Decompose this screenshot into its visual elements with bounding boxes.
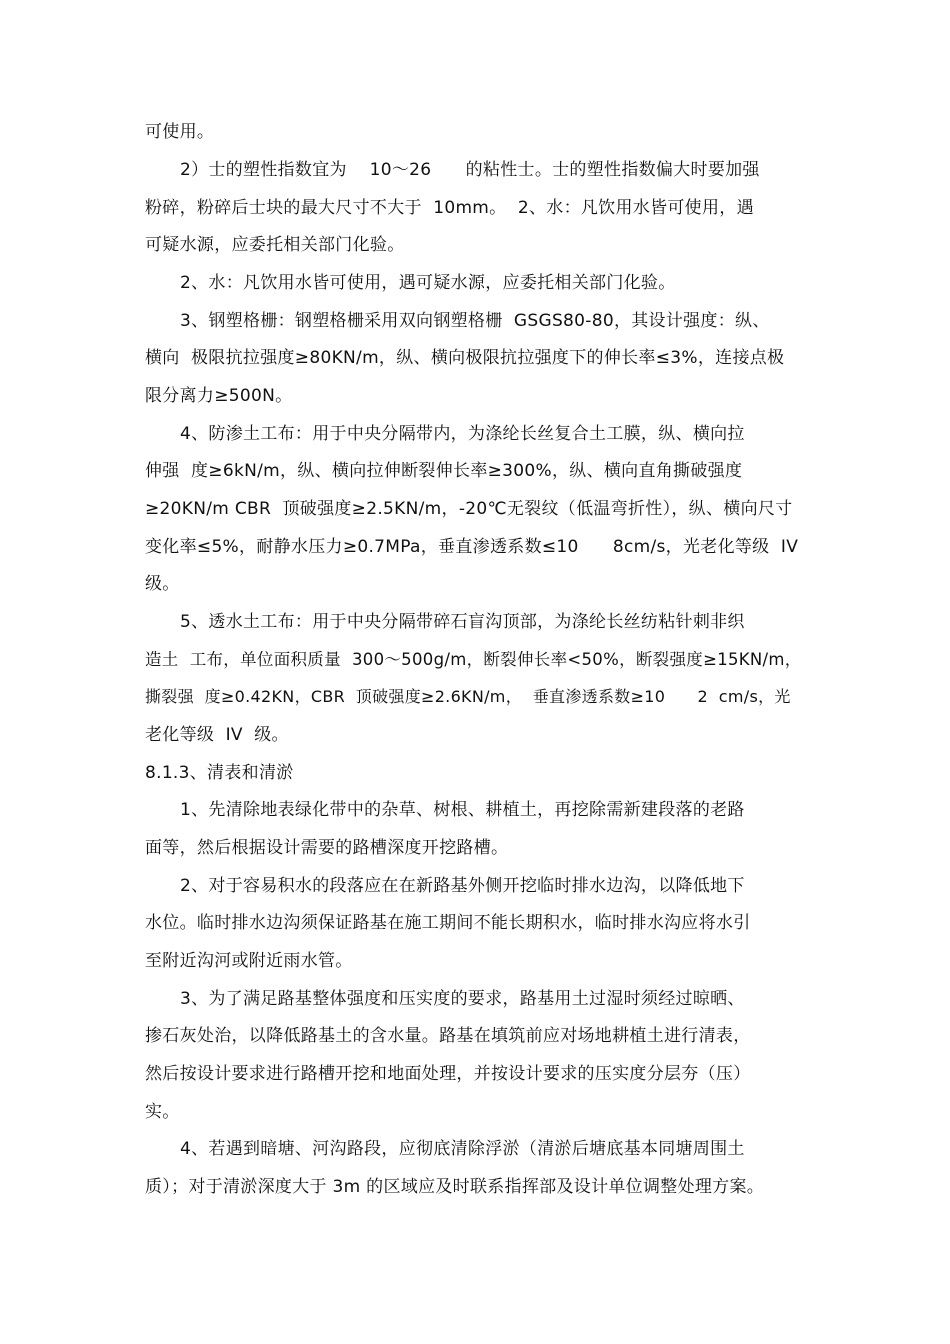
text-line: 至附近沟河或附近雨水管。 <box>145 951 353 971</box>
text-line: 4、若遇到暗塘、河沟路段，应彻底清除浮淤（清淤后塘底基本同塘周围土 <box>180 1139 745 1159</box>
section-heading: 8.1.3、清表和清淤 <box>145 763 294 783</box>
text-line: 伸强 度≥6kN/m，纵、横向拉伸断裂伸长率≥300%，纵、横向直角撕破强度 <box>145 461 743 481</box>
text-line: 造土 工布，单位面积质量 300～500g/m，断裂伸长率<50%，断裂强度≥15KN/m， <box>145 650 802 669</box>
text-line: 2、水：凡饮用水皆可使用，遇可疑水源，应委托相关部门化验。 <box>180 273 676 293</box>
text-line: 然后按设计要求进行路槽开挖和地面处理，并按设计要求的压实度分层夯（压） <box>145 1064 751 1084</box>
text-line: 掺石灰处治，以降低路基土的含水量。路基在填筑前应对场地耕植土进行清表， <box>145 1026 751 1046</box>
text-line: 3、钢塑格栅：钢塑格栅采用双向钢塑格栅 GSGS80-80，其设计强度：纵、 <box>180 311 770 331</box>
text-line: 老化等级 IV 级。 <box>145 725 289 745</box>
text-line: 2、对于容易积水的段落应在在新路基外侧开挖临时排水边沟，以降低地下 <box>180 876 745 896</box>
text-line: 2）士的塑性指数宜为 10～26 的粘性士。士的塑性指数偏大时要加强 <box>180 160 760 180</box>
text-line: 可使用。 <box>145 122 215 142</box>
text-line: 1、先清除地表绿化带中的杂草、树根、耕植土，再挖除需新建段落的老路 <box>180 800 745 820</box>
text-line: 撕裂强 度≥0.42KN，CBR 顶破强度≥2.6KN/m， 垂直渗透系数≥10 2 cm/s，光 <box>145 687 791 706</box>
text-line: 实。 <box>145 1102 180 1122</box>
text-line: 面等，然后根据设计需要的路槽深度开挖路槽。 <box>145 838 509 858</box>
text-line: 可疑水源，应委托相关部门化验。 <box>145 235 405 255</box>
text-line: 质）；对于清淤深度大于 3m 的区域应及时联系指挥部及设计单位调整处理方案。 <box>145 1177 765 1197</box>
text-line: 5、透水土工布：用于中央分隔带碎石盲沟顶部，为涤纶长丝纺粘针刺非织 <box>180 612 745 632</box>
text-line: 3、为了满足路基整体强度和压实度的要求，路基用土过湿时须经过晾晒、 <box>180 989 745 1009</box>
text-line: 水位。临时排水边沟须保证路基在施工期间不能长期积水，临时排水沟应将水引 <box>145 913 751 933</box>
text-line: ≥20KN/m CBR 顶破强度≥2.5KN/m，-20℃无裂纹（低温弯折性），纵、横向尺寸 <box>145 499 793 519</box>
text-line: 横向 极限抗拉强度≥80KN/m，纵、横向极限抗拉强度下的伸长率≤3%，连接点极 <box>145 348 785 368</box>
text-line: 4、防渗土工布：用于中央分隔带内，为涤纶长丝复合土工膜，纵、横向拉 <box>180 424 745 444</box>
text-line: 变化率≤5%，耐静水压力≥0.7MPa，垂直渗透系数≤10 8cm/s，光老化等级 IV <box>145 537 799 557</box>
text-line: 级。 <box>145 574 180 594</box>
text-line: 粉碎，粉碎后士块的最大尺寸不大于 10mm。 2、水：凡饮用水皆可使用，遇 <box>145 198 754 218</box>
text-line: 限分离力≥500N。 <box>145 386 293 406</box>
